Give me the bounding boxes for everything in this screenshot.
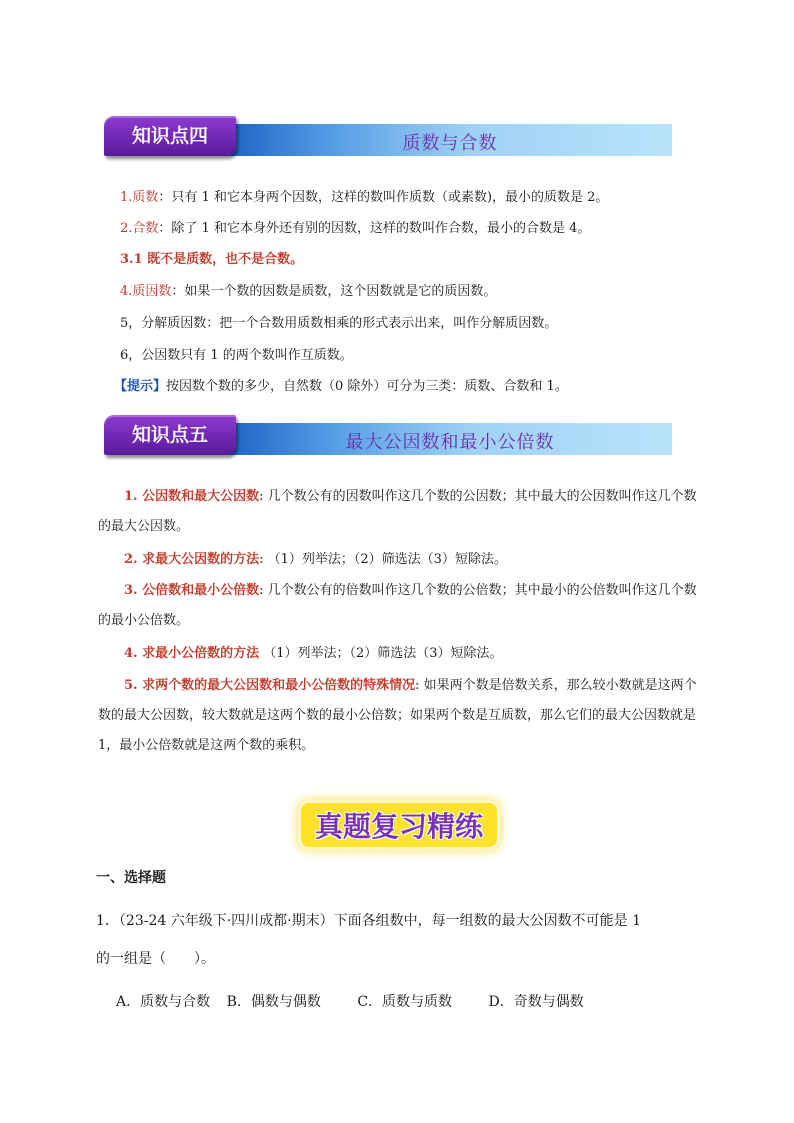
hint-line bbox=[114, 375, 734, 394]
section-tag: 知识点五 bbox=[104, 415, 236, 455]
separator: ： bbox=[158, 190, 172, 205]
section-header-5 bbox=[104, 415, 672, 459]
definition-text: 只有 1 和它本身两个因数，这样的数叫作质数（或素数)，最小的质数是 2。 bbox=[171, 190, 609, 205]
question-text: 1．（23-24 六年级下·四川成都·期末）下面各组数中，每一组数的最大公因数不可能是 1 bbox=[96, 913, 641, 929]
definition-text: 如果一个数的因数是质数，这个因数就是它的质因数。 bbox=[184, 284, 497, 299]
knowledge-paragraph bbox=[98, 545, 706, 575]
section-header-4 bbox=[104, 116, 672, 160]
definition-line bbox=[120, 344, 734, 363]
section-bar bbox=[228, 423, 672, 455]
section-title: 最大公因数和最小公倍数 bbox=[345, 432, 555, 453]
section-title: 质数与合数 bbox=[402, 133, 498, 154]
term: 3. 公倍数和最小公倍数 bbox=[124, 583, 260, 598]
option-d[interactable]: D．奇数与偶数 bbox=[488, 994, 584, 1010]
paragraph-text: 如果两个数是倍数关系，那么较小数就是这两个数的最大公因数，较大数就是这两个数的最小公倍数；如果两个数是互质数，那么它们的最大公因数就是 1，最小公倍数就是这两个数的乘积。 bbox=[98, 678, 697, 753]
section-bar bbox=[228, 124, 672, 156]
term: 1.质数 bbox=[120, 190, 159, 205]
definition-line bbox=[120, 217, 734, 236]
definition-text: 6，公因数只有 1 的两个数叫作互质数。 bbox=[120, 348, 353, 363]
answer-options bbox=[116, 991, 584, 1011]
term: 1. 公因数和最大公因数 bbox=[124, 489, 260, 504]
definition-line bbox=[120, 312, 734, 331]
term: 4.质因数 bbox=[120, 284, 172, 299]
paragraph-text: （1）列举法；（2）筛选法（3）短除法。 bbox=[263, 552, 507, 567]
knowledge-paragraph bbox=[98, 671, 706, 761]
paragraph-text: （1）列举法；（2）筛选法（3）短除法。 bbox=[259, 646, 503, 661]
separator: ： bbox=[171, 284, 185, 299]
option-c[interactable]: C．质数与质数 bbox=[357, 994, 453, 1010]
exercise-heading: 一、选择题 bbox=[96, 870, 166, 886]
term: 2. 求最大公因数的方法 bbox=[124, 552, 260, 567]
knowledge-paragraph bbox=[98, 482, 706, 542]
separator: : bbox=[259, 552, 264, 567]
separator: : bbox=[415, 678, 420, 693]
term: 4. 求最小公倍数的方法 bbox=[124, 646, 260, 661]
banner-title: 真题复习精练 bbox=[314, 810, 483, 843]
definition-line bbox=[120, 280, 734, 299]
practice-banner bbox=[301, 803, 497, 847]
definition-text: 5，分解质因数：把一个合数用质数相乘的形式表示出来，叫作分解质因数。 bbox=[120, 316, 558, 331]
section-tag: 知识点四 bbox=[104, 116, 236, 156]
paragraph-text: 几个数公有的因数叫作这几个数的公因数；其中最大的公因数叫作这几个数的最大公因数。 bbox=[98, 489, 697, 534]
hint-text: 按因数个数的多少，自然数（0 除外）可分为三类：质数、合数和 1。 bbox=[166, 379, 568, 394]
option-a[interactable]: A．质数与合数 bbox=[116, 994, 211, 1010]
separator: : bbox=[259, 489, 264, 504]
term: 5. 求两个数的最大公因数和最小公倍数的特殊情况 bbox=[124, 678, 416, 693]
option-b[interactable]: B．偶数与偶数 bbox=[226, 994, 321, 1010]
separator: : bbox=[259, 583, 264, 598]
definition-text: 除了 1 和它本身外还有别的因数，这样的数叫作合数，最小的合数是 4。 bbox=[171, 221, 591, 236]
term: 2.合数 bbox=[120, 221, 159, 236]
separator: ： bbox=[158, 221, 172, 236]
question-text: 的一组是（ ）。 bbox=[96, 951, 215, 967]
knowledge-paragraph bbox=[98, 576, 706, 636]
definition-line bbox=[120, 186, 734, 205]
knowledge-paragraph bbox=[98, 639, 706, 669]
term: 3.1 既不是质数，也不是合数。 bbox=[120, 252, 304, 267]
hint-label: 【提示】 bbox=[114, 379, 167, 394]
definition-line bbox=[120, 248, 734, 267]
paragraph-text: 几个数公有的倍数叫作这几个数的公倍数；其中最小的公倍数叫作这几个数的最小公倍数。 bbox=[98, 583, 697, 628]
